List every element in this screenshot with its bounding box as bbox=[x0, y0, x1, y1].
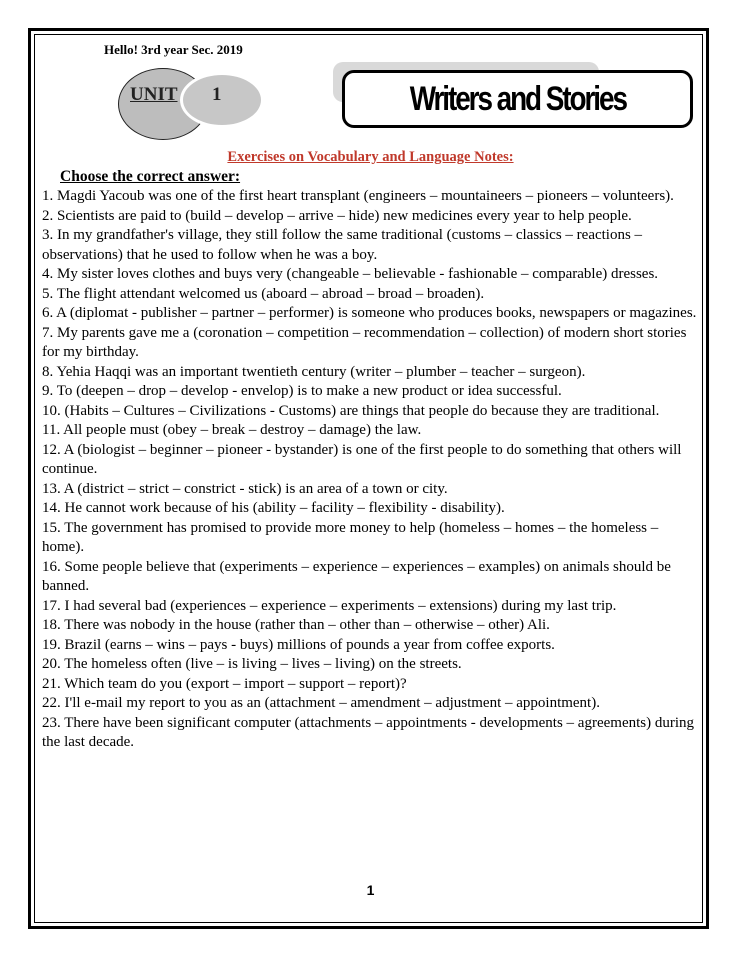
question-item: 8. Yehia Haqqi was an important twentieth century (writer – plumber – teacher – surgeon). bbox=[42, 363, 586, 380]
unit-label: UNIT bbox=[130, 84, 178, 105]
question-item: 11. All people must (obey – break – destroy – damage) the law. bbox=[42, 422, 422, 438]
question-item: 19. Brazil (earns – wins – pays - buys) millions of pounds a year from coffee exports. bbox=[42, 636, 555, 653]
question-item: 1. Magdi Yacoub was one of the first heart transplant (engineers – mountaineers – pioneers – volunteers). bbox=[42, 188, 674, 204]
question-item: 10. (Habits – Cultures – Civilizations - Customs) are things that people do because they are traditional. bbox=[42, 402, 660, 419]
question-item: 6. A (diplomat - publisher – partner – performer) is someone who produces books, newspapers or magazines. bbox=[42, 305, 697, 321]
section-heading: Exercises on Vocabulary and Language Notes: bbox=[227, 149, 514, 165]
question-item: 7. My parents gave me a (coronation – competition – recommendation – collection) of modern short stories for my birthday. bbox=[42, 324, 687, 360]
question-item: 12. A (biologist – beginner – pioneer - bystander) is one of the first people to do something that others will continue. bbox=[42, 441, 682, 477]
question-item: 9. To (deepen – drop – develop - envelop) is to make a new product or idea successful. bbox=[42, 383, 562, 399]
title-banner bbox=[342, 70, 693, 128]
question-item: 4. My sister loves clothes and buys very (changeable – believable - fashionable – comparable) dresses. bbox=[42, 266, 659, 282]
unit-oval-front bbox=[180, 72, 264, 128]
question-item: 20. The homeless often (live – is living – lives – living) on the streets. bbox=[42, 656, 462, 672]
question-item: 15. The government has promised to provide more money to help (homeless – homes – the homeless – home). bbox=[42, 519, 659, 555]
page-number: 1 bbox=[366, 882, 375, 898]
unit-number: 1 bbox=[212, 84, 222, 105]
header-greeting: Hello! 3rd year Sec. 2019 bbox=[104, 42, 243, 57]
instruction: Choose the correct answer: bbox=[60, 168, 241, 185]
unit-badge bbox=[118, 64, 268, 144]
question-item: 14. He cannot work because of his (ability – facility – flexibility - disability). bbox=[42, 500, 505, 516]
question-list bbox=[42, 187, 698, 753]
page-title: Writers and Stories bbox=[409, 79, 626, 118]
question-item: 23. There have been significant computer (attachments – appointments - developments – agreements) during the last decade. bbox=[42, 714, 695, 750]
question-item: 22. I'll e-mail my report to you as an (attachment – amendment – adjustment – appointment). bbox=[42, 695, 600, 711]
question-item: 2. Scientists are paid to (build – develop – arrive – hide) new medicines every year to help people. bbox=[42, 207, 632, 224]
question-item: 5. The flight attendant welcomed us (aboard – abroad – broad – broaden). bbox=[42, 285, 485, 302]
question-item: 17. I had several bad (experiences – experience – experiments – extensions) during my last trip. bbox=[42, 597, 617, 614]
question-item: 13. A (district – strict – constrict - stick) is an area of a town or city. bbox=[42, 480, 448, 497]
question-item: 16. Some people believe that (experiments – experience – experiences – examples) on animals should be banned. bbox=[42, 558, 671, 594]
question-item: 18. There was nobody in the house (rather than – other than – otherwise – other) Ali. bbox=[42, 617, 550, 633]
question-item: 3. In my grandfather's village, they still follow the same traditional (customs – classics – reactions – observations) that he used to follow when he was a boy. bbox=[42, 227, 643, 263]
question-item: 21. Which team do you (export – import – support – report)? bbox=[42, 675, 407, 692]
